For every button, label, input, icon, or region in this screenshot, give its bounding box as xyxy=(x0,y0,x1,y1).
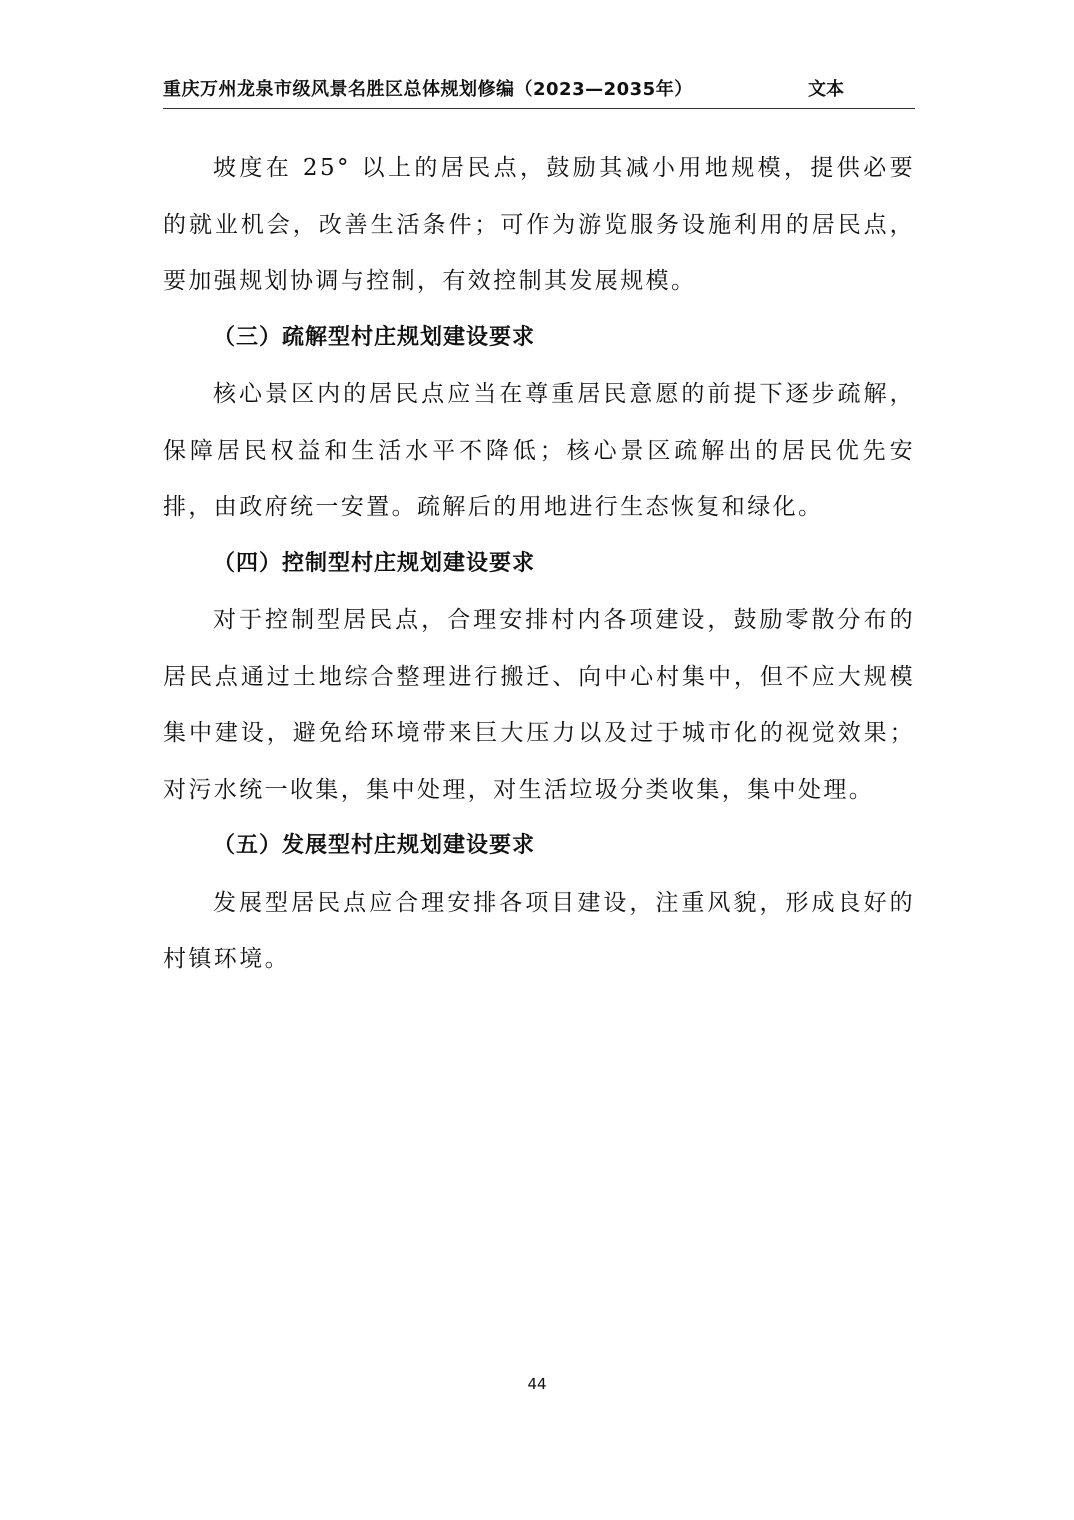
document-title: 重庆万州龙泉市级风景名胜区总体规划修编（2023—2035年） xyxy=(163,79,693,100)
paragraph-relocation-villages: 核心景区内的居民点应当在尊重居民意愿的前提下逐步疏解，保障居民权益和生活水平不降低；核心景区疏解出的居民优先安排，由政府统一安置。疏解后的用地进行生态恢复和绿化。 xyxy=(163,381,915,520)
paragraph-controlled-villages: 对于控制型居民点，合理安排村内各项建设，鼓励零散分布的居民点通过土地综合整理进行搬迁、向中心村集中，但不应大规模集中建设，避免给环境带来巨大压力以及过于城市化的视觉效果；对污水统一收集，集中处理，对生活垃圾分类收集，集中处理。 xyxy=(163,607,915,803)
section-heading-relocation-villages: （三）疏解型村庄规划建设要求 xyxy=(213,324,536,350)
section-heading-development-villages: （五）发展型村庄规划建设要求 xyxy=(213,833,536,858)
document-type-label: 文本 xyxy=(808,79,844,100)
running-header xyxy=(163,78,915,109)
paragraph-development-villages: 发展型居民点应合理安排各项目建设，注重风貌，形成良好的村镇环境。 xyxy=(163,889,915,972)
page-number: 44 xyxy=(527,1375,547,1393)
paragraph-slope-settlements: 坡度在 25° 以上的居民点，鼓励其减小用地规模，提供必要的就业机会，改善生活条件；可作为游览服务设施利用的居民点，要加强规划协调与控制，有效控制其发展规模。 xyxy=(163,155,915,294)
page-body xyxy=(163,140,915,988)
section-heading-controlled-villages: （四）控制型村庄规划建设要求 xyxy=(213,550,536,576)
